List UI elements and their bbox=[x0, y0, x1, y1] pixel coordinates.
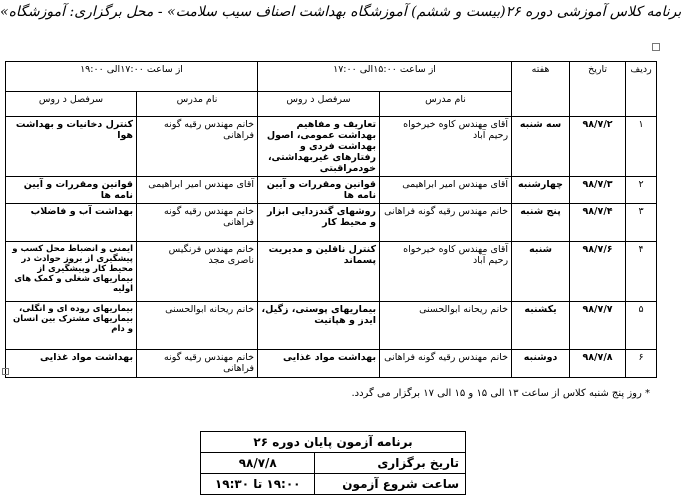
exam-time-label: ساعت شروع آزمون bbox=[315, 474, 466, 495]
row-teacher: آقای مهندس امیر ابراهیمی bbox=[380, 177, 512, 204]
row-topic: قوانین ومقررات و آیین نامه ها bbox=[258, 177, 380, 204]
row-weekday: یکشنبه bbox=[512, 302, 570, 350]
schedule-table bbox=[5, 61, 657, 378]
header-weekday: هفته bbox=[512, 62, 570, 117]
row-teacher: آقای مهندس کاوه خیرخواه رحیم آباد bbox=[380, 117, 512, 177]
table-row bbox=[6, 302, 657, 350]
row-topic: تعاریف و مفاهیم بهداشت عمومی، اصول بهداشت فردی و رفتارهای غیربهداشتی، خودمراقبتی bbox=[258, 117, 380, 177]
row-number: ۱ bbox=[626, 117, 657, 177]
table-row bbox=[6, 350, 657, 378]
exam-date-value: ۹۸/۷/۸ bbox=[201, 453, 315, 474]
row-date: ۹۸/۷/۸ bbox=[570, 350, 626, 378]
exam-title: برنامه آزمون پایان دوره ۲۶ bbox=[201, 432, 466, 453]
row-teacher: خانم مهندس رقیه گونه فراهانی bbox=[137, 350, 258, 378]
row-teacher: خانم مهندس رقیه گونه فراهانی bbox=[137, 117, 258, 177]
table-row bbox=[6, 204, 657, 242]
row-date: ۹۸/۷/۳ bbox=[570, 177, 626, 204]
row-topic: بهداشت مواد غذایی bbox=[258, 350, 380, 378]
row-teacher: خانم ریحانه ابوالحسنی bbox=[137, 302, 258, 350]
header-date: تاریخ bbox=[570, 62, 626, 117]
row-topic: کنترل دخانیات و بهداشت هوا bbox=[6, 117, 137, 177]
header-teacher: نام مدرس bbox=[137, 92, 258, 117]
row-teacher: خانم ریحانه ابوالحسنی bbox=[380, 302, 512, 350]
row-weekday: چهارشنبه bbox=[512, 177, 570, 204]
header-topics: سرفصل د روس bbox=[258, 92, 380, 117]
row-topic: قوانین ومقررات و آیین نامه ها bbox=[6, 177, 137, 204]
exam-date-label: تاریخ برگزاری bbox=[315, 453, 466, 474]
row-date: ۹۸/۷/۴ bbox=[570, 204, 626, 242]
row-topic: بیماریهای روده ای و انگلی، بیماریهای مشترک بین انسان و دام bbox=[6, 302, 137, 350]
row-number: ۴ bbox=[626, 242, 657, 302]
row-topic: روشهای گندزدایی ابزار و محیط کار bbox=[258, 204, 380, 242]
row-number: ۳ bbox=[626, 204, 657, 242]
exam-time-value: ۱۹:۰۰ تا ۱۹:۳۰ bbox=[201, 474, 315, 495]
row-date: ۹۸/۷/۷ bbox=[570, 302, 626, 350]
row-date: ۹۸/۷/۲ bbox=[570, 117, 626, 177]
table-corner-handle[interactable] bbox=[2, 368, 9, 375]
row-weekday: دوشنبه bbox=[512, 350, 570, 378]
row-topic: ایمنی و انضباط محل کسب و پیشگیری از بروز حوادث در محیط کار وپیشگیری از بیماریهای شغلی و کمک های اولیه bbox=[6, 242, 137, 302]
table-row bbox=[6, 117, 657, 177]
row-weekday: پنج شنبه bbox=[512, 204, 570, 242]
header-teacher: نام مدرس bbox=[380, 92, 512, 117]
footnote: * روز پنج شنبه کلاس از ساعت ۱۳ الی ۱۵ و ۱۵ الی ۱۷ برگزار می گردد. bbox=[351, 388, 650, 399]
header-radif: ردیف bbox=[626, 62, 657, 117]
row-number: ۶ bbox=[626, 350, 657, 378]
page-title: «برنامه کلاس آموزشی دوره ۲۶(بیست و ششم) آموزشگاه بهداشت اصناف سیب سلامت» - محل برگزاری: آموزشگاه bbox=[0, 4, 681, 20]
row-number: ۲ bbox=[626, 177, 657, 204]
row-topic: کنترل ناقلین و مدیریت پسماند bbox=[258, 242, 380, 302]
row-teacher: آقای مهندس کاوه خیرخواه رحیم آباد bbox=[380, 242, 512, 302]
exam-table bbox=[200, 431, 466, 495]
row-teacher: خانم مهندس رقیه گونه فراهانی bbox=[137, 204, 258, 242]
row-teacher: آقای مهندس امیر ابراهیمی bbox=[137, 177, 258, 204]
resize-handle[interactable] bbox=[652, 43, 660, 51]
table-row bbox=[6, 177, 657, 204]
row-topic: بهداشت مواد غذایی bbox=[6, 350, 137, 378]
header-slot2: از ساعت ۱۷:۰۰الی ۱۹:۰۰ bbox=[6, 62, 258, 92]
row-topic: بیماریهای پوستی، زگیل، ایدز و هپاتیت bbox=[258, 302, 380, 350]
row-weekday: سه شنبه bbox=[512, 117, 570, 177]
row-teacher: خانم مهندس رقیه گونه فراهانی bbox=[380, 350, 512, 378]
row-topic: بهداشت آب و فاضلاب bbox=[6, 204, 137, 242]
header-topics: سرفصل د روس bbox=[6, 92, 137, 117]
row-weekday: شنبه bbox=[512, 242, 570, 302]
row-teacher: خانم مهندس فرنگیس ناصری مجد bbox=[137, 242, 258, 302]
row-number: ۵ bbox=[626, 302, 657, 350]
table-row bbox=[6, 242, 657, 302]
row-date: ۹۸/۷/۶ bbox=[570, 242, 626, 302]
row-teacher: خانم مهندس رقیه گونه فراهانی bbox=[380, 204, 512, 242]
header-slot1: از ساعت ۱۵:۰۰الی ۱۷:۰۰ bbox=[258, 62, 512, 92]
